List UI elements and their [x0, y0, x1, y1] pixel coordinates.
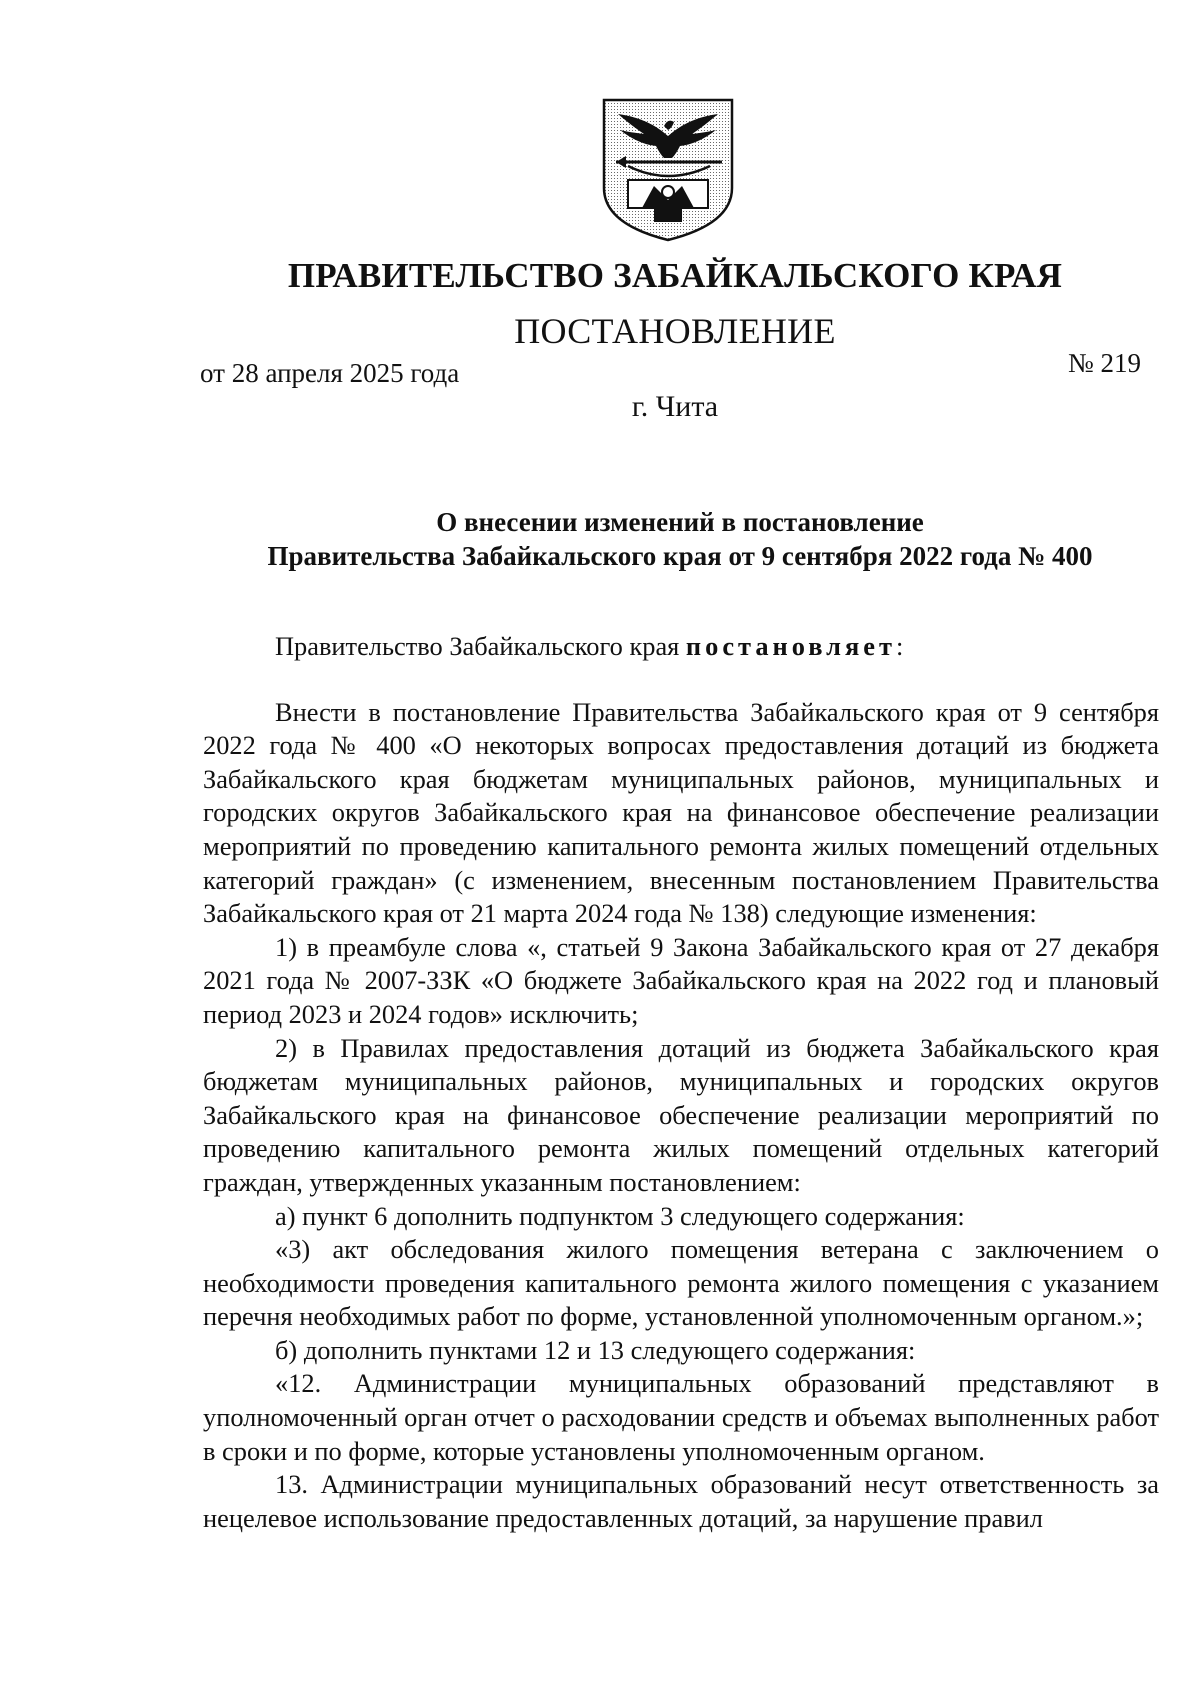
intro-paragraph	[203, 630, 1159, 664]
paragraph-2: 1) в преамбуле слова «, статьей 9 Закона Забайкальского края от 27 декабря 2021 года № 2007-ЗЗК «О бюджете Забайкальского края на 2022 год и плановый период 2023 и 2024 годов» исключить;	[203, 931, 1159, 1029]
document-date: от 28 апреля 2025 года	[200, 358, 460, 388]
paragraph-3: 2) в Правилах предоставления дотаций из бюджета Забайкальского края бюджетам муниципальных районов, муниципальных и городских округов Забайкальского края на финансовое обеспечение реализации мероприятий по проведению капитального ремонта жилых помещений отдельных категорий граждан, утвержденных указанным постановлением:	[203, 1032, 1159, 1197]
coat-of-arms-emblem	[598, 96, 738, 244]
document-city: г. Чита	[631, 390, 719, 423]
document-heading	[200, 505, 1160, 573]
intro-colon: :	[895, 631, 904, 661]
document-type: ПОСТАНОВЛЕНИЕ	[514, 311, 836, 351]
heading-line-1: О внесении изменений в постановление	[436, 507, 924, 537]
document-body	[203, 630, 1159, 1535]
document-number: № 219	[1068, 348, 1142, 378]
paragraph-6: б) дополнить пунктами 12 и 13 следующего содержания:	[275, 1334, 916, 1365]
paragraph-8: 13. Администрации муниципальных образований несут ответственность за нецелевое использование предоставленных дотаций, за нарушение правил	[203, 1469, 1159, 1533]
paragraph-5: «3) акт обследования жилого помещения ветерана с заключением о необходимости проведения капитального ремонта жилого помещения с указанием перечня необходимых работ по форме, установленной уполномоченным органом.»;	[203, 1234, 1159, 1332]
paragraph-4: а) пункт 6 дополнить подпунктом 3 следующего содержания:	[275, 1200, 965, 1231]
intro-text: Правительство Забайкальского края	[275, 631, 686, 661]
heading-line-2: Правительства Забайкальского края от 9 сентября 2022 года № 400	[267, 541, 1093, 571]
organization-title: ПРАВИТЕЛЬСТВО ЗАБАЙКАЛЬСКОГО КРАЯ	[287, 256, 1063, 295]
paragraph-1: Внести в постановление Правительства Забайкальского края от 9 сентября 2022 года № 400 «О некоторых вопросах предоставления дотаций из бюджета Забайкальского края бюджетам муниципальных районов, муниципальных и городских округов Забайкальского края на финансовое обеспечение реализации мероприятий по проведению капитального ремонта жилых помещений отдельных категорий граждан» (с изменением, внесенным постановлением Правительства Забайкальского края от 21 марта 2024 года № 138) следующие изменения:	[203, 696, 1159, 929]
intro-keyword: постановляет	[685, 631, 896, 661]
paragraph-7: «12. Администрации муниципальных образований представляют в уполномоченный орган отчет о расходовании средств и объемах выполненных работ в сроки и по форме, которые установлены уполномоченным органом.	[203, 1368, 1159, 1466]
